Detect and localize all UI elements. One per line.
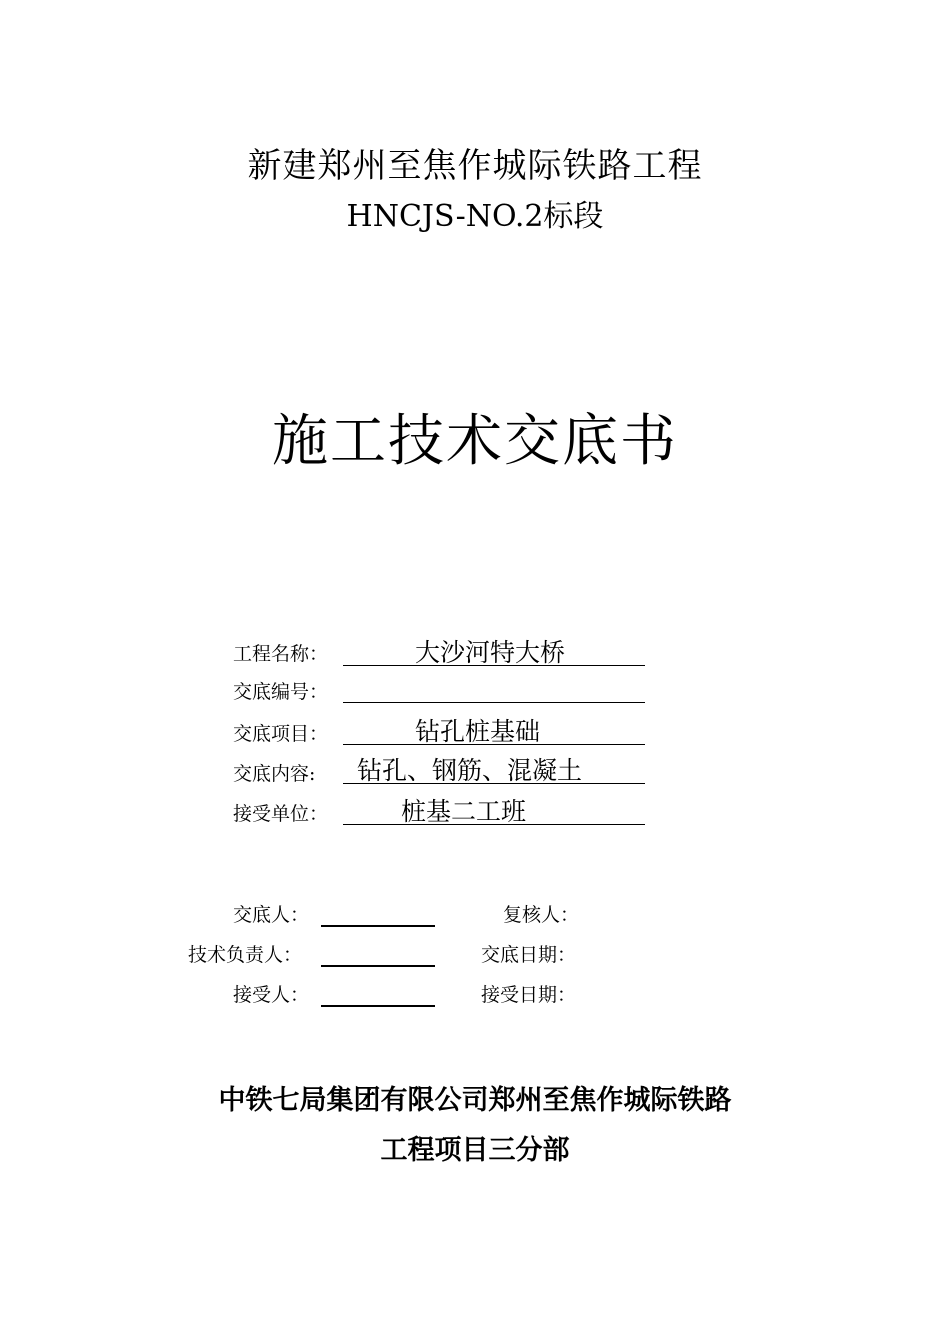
disclosure-content-label: 交底内容: <box>233 763 316 785</box>
project-name-label: 工程名称： <box>233 643 329 665</box>
discloser-signature-line <box>321 925 435 927</box>
receiver-label: 接受人： <box>233 984 310 1006</box>
disclosure-number-field <box>343 677 645 703</box>
project-name-field: 大沙河特大桥 <box>343 640 645 666</box>
company-name: 中铁七局集团有限公司郑州至焦作城际铁路 <box>218 1085 732 1116</box>
department-name: 工程项目三分部 <box>380 1135 570 1166</box>
receiver-signature-line <box>321 1005 435 1007</box>
reviewer-label: 复核人： <box>503 904 580 926</box>
project-title: 新建郑州至焦作城际铁路工程 <box>247 146 703 186</box>
section-number: HNCJS-NO.2标段 <box>346 199 604 234</box>
document-title: 施工技术交底书 <box>272 409 678 474</box>
discloser-label: 交底人： <box>233 904 310 926</box>
receive-date-label: 接受日期： <box>481 984 577 1006</box>
receiving-unit-field: 桩基二工班 <box>343 799 645 825</box>
receiving-unit-label: 接受单位： <box>233 803 329 825</box>
disclosure-content-field: 钻孔、钢筋、混凝土 <box>343 758 645 784</box>
disclosure-item-field: 钻孔桩基础 <box>343 719 645 745</box>
disclosure-item-label: 交底项目： <box>233 723 329 745</box>
disclosure-date-label: 交底日期： <box>481 944 577 966</box>
tech-lead-signature-line <box>321 965 435 967</box>
tech-lead-label: 技术负责人： <box>188 944 303 966</box>
disclosure-number-label: 交底编号： <box>233 681 329 703</box>
